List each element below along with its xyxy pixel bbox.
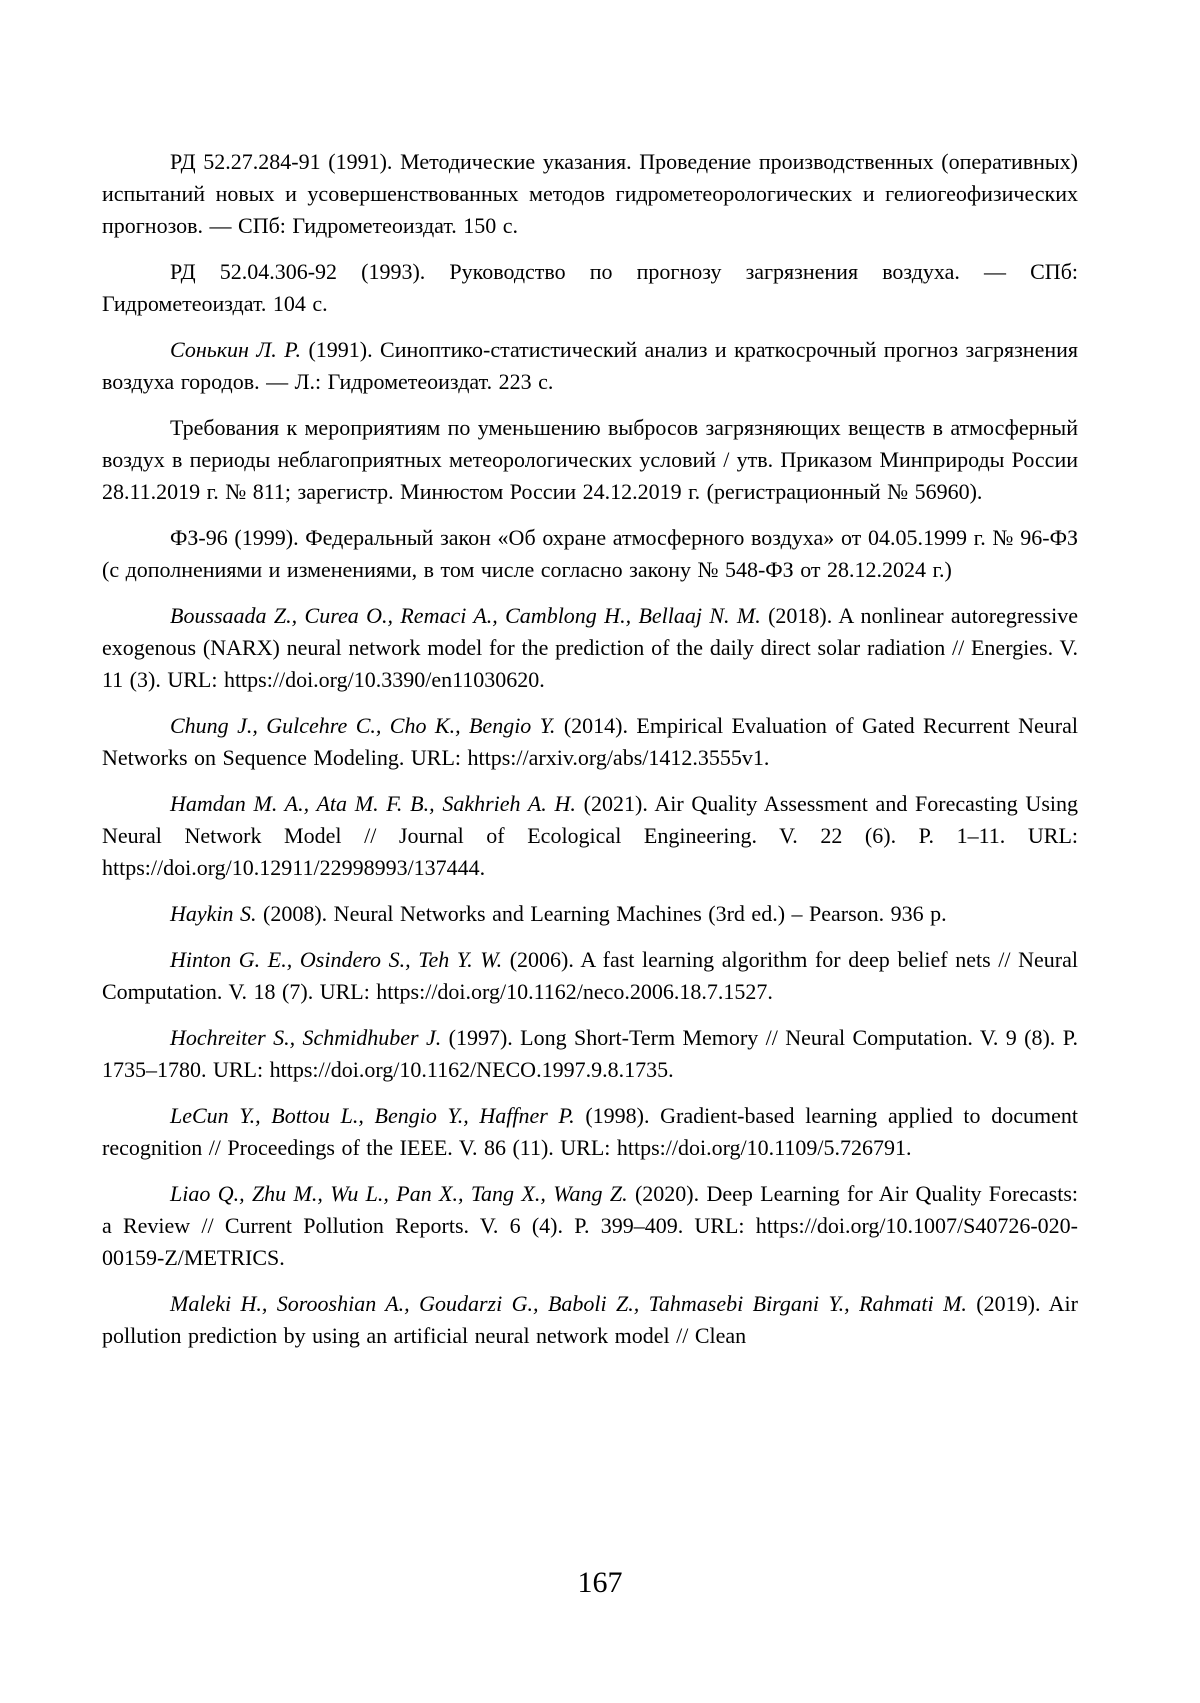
reference-authors: Hochreiter S., Schmidhuber J. <box>170 1025 442 1050</box>
reference-authors: Hamdan M. A., Ata M. F. B., Sakhrieh A. H. <box>170 791 576 816</box>
reference-entry <box>102 522 1078 586</box>
reference-authors: Haykin S. <box>170 901 257 926</box>
reference-text: Требования к мероприятиям по уменьшению выбросов загрязняющих веществ в атмосферный воздух в периоды неблагоприятных метеорологических условий / утв. Приказом Минприроды России 28.11.2019 г. № 811; зарегистр. Минюстом России 24.12.2019 г. (регистрационный № 56960). <box>102 415 1078 504</box>
reference-text: РД 52.27.284-91 (1991). Методические указания. Проведение производственных (оперативных) испытаний новых и усовершенствованных методов гидрометеорологических и гелиогеофизических прогнозов. — СПб: Гидрометеоиздат. 150 с. <box>102 149 1078 238</box>
reference-entry <box>102 334 1078 398</box>
reference-authors: Maleki H., Sorooshian A., Goudarzi G., Baboli Z., Tahmasebi Birgani Y., Rahmati M. <box>170 1291 967 1316</box>
reference-authors: Сонькин Л. Р. <box>170 337 301 362</box>
reference-authors: Chung J., Gulcehre C., Cho K., Bengio Y. <box>170 713 556 738</box>
reference-entry <box>102 600 1078 696</box>
reference-entry <box>102 944 1078 1008</box>
reference-entry <box>102 788 1078 884</box>
reference-authors: Boussaada Z., Curea O., Remaci A., Camblong H., Bellaaj N. M. <box>170 603 761 628</box>
reference-entry <box>102 1288 1078 1352</box>
reference-text: (2019). Air pollution prediction by using an artificial neural network model // Clean <box>102 1291 1078 1348</box>
reference-text: ФЗ-96 (1999). Федеральный закон «Об охране атмосферного воздуха» от 04.05.1999 г. № 96-ФЗ (с дополнениями и изменениями, в том числе согласно закону № 548-ФЗ от 28.12.2024 г.) <box>102 525 1078 582</box>
reference-authors: LeCun Y., Bottou L., Bengio Y., Haffner P. <box>170 1103 575 1128</box>
reference-text: (2014). Empirical Evaluation of Gated Recurrent Neural Networks on Sequence Modeling. URL: https://arxiv.org/abs/1412.3555v1. <box>102 713 1078 770</box>
reference-authors: Liao Q., Zhu M., Wu L., Pan X., Tang X., Wang Z. <box>170 1181 628 1206</box>
reference-entry <box>102 146 1078 242</box>
reference-text: (1998). Gradient-based learning applied to document recognition // Proceedings of the IEEE. V. 86 (11). URL: https://doi.org/10.1109/5.726791. <box>102 1103 1078 1160</box>
reference-text: (1997). Long Short-Term Memory // Neural Computation. V. 9 (8). P. 1735–1780. URL: https://doi.org/10.1162/NECO.1997.9.8.1735. <box>102 1025 1078 1082</box>
reference-text: (2020). Deep Learning for Air Quality Forecasts: a Review // Current Pollution Reports. V. 6 (4). P. 399–409. URL: https://doi.org/10.1007/S40726-020-00159-Z/METRICS. <box>102 1181 1079 1270</box>
reference-entry <box>102 1178 1078 1274</box>
reference-text: (2006). A fast learning algorithm for deep belief nets // Neural Computation. V. 18 (7). URL: https://doi.org/10.1162/neco.2006.18.7.1527. <box>102 947 1079 1004</box>
reference-text: (1991). Синоптико-статистический анализ и краткосрочный прогноз загрязнения воздуха городов. — Л.: Гидрометеоиздат. 223 с. <box>102 337 1078 394</box>
reference-entry <box>102 898 1078 930</box>
reference-text: (2018). A nonlinear autoregressive exogenous (NARX) neural network model for the prediction of the daily direct solar radiation // Energies. V. 11 (3). URL: https://doi.org/10.3390/en11030620. <box>102 603 1078 692</box>
reference-text: (2008). Neural Networks and Learning Machines (3rd ed.) – Pearson. 936 p. <box>256 901 947 926</box>
reference-entry <box>102 1100 1078 1164</box>
reference-entry <box>102 1022 1078 1086</box>
reference-entry <box>102 412 1078 508</box>
reference-authors: Hinton G. E., Osindero S., Teh Y. W. <box>170 947 503 972</box>
reference-entry <box>102 710 1078 774</box>
reference-text: (2021). Air Quality Assessment and Forecasting Using Neural Network Model // Journal of Ecological Engineering. V. 22 (6). P. 1–11. URL: https://doi.org/10.12911/22998993/137444. <box>102 791 1078 880</box>
page-number: 167 <box>577 1566 623 1599</box>
reference-text: РД 52.04.306-92 (1993). Руководство по прогнозу загрязнения воздуха. — СПб: Гидрометеоиздат. 104 с. <box>102 259 1078 316</box>
reference-entry <box>102 256 1078 320</box>
